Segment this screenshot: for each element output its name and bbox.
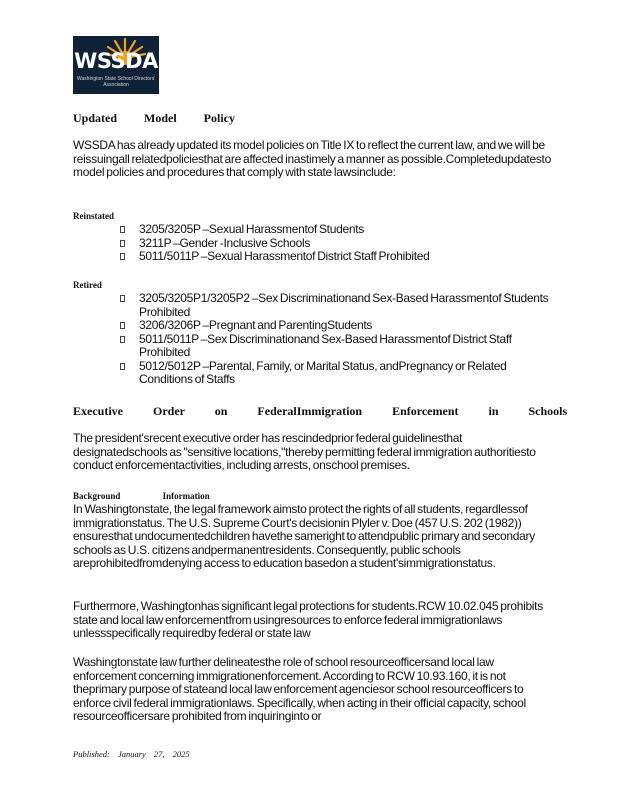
wssda-logo — [73, 36, 159, 94]
background-label: Background Information — [73, 491, 210, 501]
logo-wordmark: WSSDA — [74, 49, 158, 73]
reinstated-list — [120, 223, 550, 264]
retired-list — [120, 292, 550, 387]
published-date: Published: January 27, 2025 — [73, 749, 190, 759]
list-item: 5012/5012P –Parental, Family, or Marital Status, andPregnancy or Related Conditions of Staffs — [120, 360, 550, 387]
list-item: 5011/5011P –Sex Discriminationand Sex-Based Harassmentof District Staff Prohibited — [120, 333, 550, 360]
section-heading-executive-order: Executive Order on FederalImmigration Enforcement in Schools — [73, 404, 568, 418]
bullet-icon — [120, 240, 125, 247]
reinstated-label: Reinstated — [73, 211, 114, 221]
list-item: 5011/5011P –Sexual Harassmentof District Staff Prohibited — [120, 250, 550, 264]
background-paragraph: In Washingtonstate, the legal framework aimsto protect the rights of all students, regardlessof immigrationstatus. The U.S. Supreme Court's decisionin Plyler v. Doe (457 U.S. 202 (1982)) ensuresthat undocumentedchildren havethe sameright to attendpublic primary and secondary schools as U.S. citizens andpermanentresidents. Consequently, public schools areprohibitedfromdenying access to education basedon a student'simmigrationstatus. — [73, 502, 535, 570]
bullet-icon — [120, 363, 125, 370]
retired-label: Retired — [73, 280, 102, 290]
protections-paragraph: Furthermore, Washingtonhas significant legal protections for students.RCW 10.02.045 prohibits state and local law enforcementfrom usingresources to enforce federal immigrationlaws unlessspecifically requiredby federal or state law — [73, 599, 543, 640]
logo-tagline: Washington State School Directors' Association — [76, 76, 156, 88]
bullet-icon — [120, 253, 125, 260]
intro-paragraph: WSSDA has already updated its model policies on Title IX to reflect the current law, and we will be reissuingall relatedpoliciesthat are affected inastimely a manner as possible.Completedupdatesto model policies and procedures that comply with state lawsinclude: — [73, 138, 551, 179]
resource-officers-paragraph: Washingtonstate law further delineatesthe role of school resourceofficersand local law enforcement concerning immigrationenforcement. According to RCW 10.93.160, it is not theprimary purpose of stateand local law enforcement agenciesor school resourceofficers to enforce civil federal immigrationlaws. Specifically, when acting in their official capacity, school resourceofficersare prohibited from inquiringinto or — [73, 655, 526, 723]
bullet-icon — [120, 226, 125, 233]
list-item: 3205/3205P1/3205P2 –Sex Discriminationand Sex-Based Harassmentof Students Prohibited — [120, 292, 550, 319]
list-item: 3211P –Gender -Inclusive Schools — [120, 237, 550, 251]
section-heading-model-policy: Updated Model Policy — [73, 111, 235, 125]
list-item: 3206/3206P –Pregnant and ParentingStudents — [120, 319, 550, 333]
executive-order-paragraph: The president'srecent executive order has rescindedprior federal guidelinesthat designatedschools as "sensitive locations,"thereby permitting federal immigration authoritiesto conduct enforcementactivities, including arrests, onschool premises. — [73, 431, 536, 472]
list-item: 3205/3205P –Sexual Harassmentof Students — [120, 223, 550, 237]
bullet-icon — [120, 336, 125, 343]
bullet-icon — [120, 322, 125, 329]
bullet-icon — [120, 295, 125, 302]
